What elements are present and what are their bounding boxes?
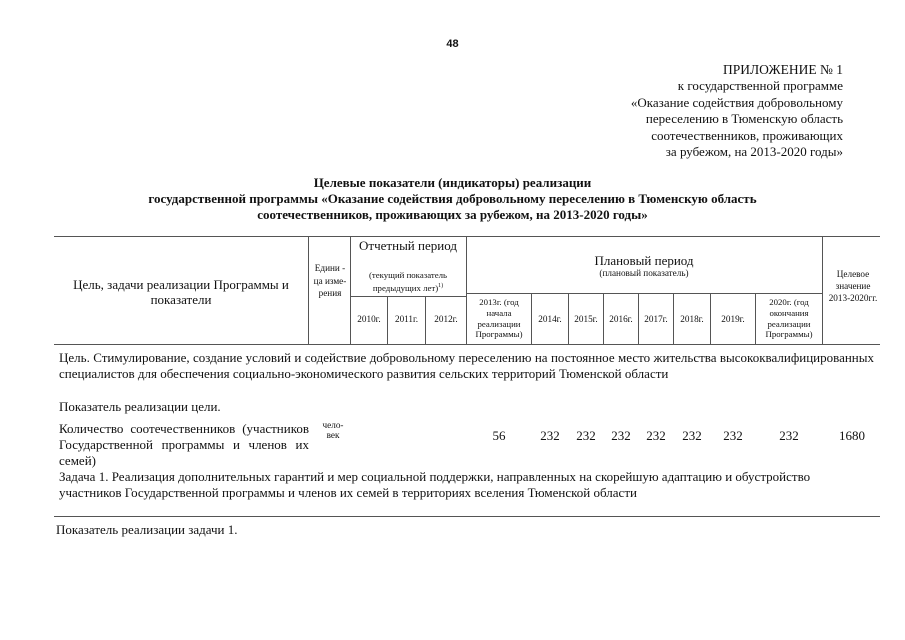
header-reporting-period: Отчетный период	[359, 238, 457, 253]
header-year-2016: 2016г.	[609, 314, 633, 324]
indicator-value-2013: 56	[492, 428, 506, 443]
appendix-line: за рубежом, на 2013-2020 годы»	[665, 144, 843, 160]
page-number: 48	[446, 38, 459, 50]
title-line: Целевые показатели (индикаторы) реализации	[313, 175, 592, 190]
indicator-value-2016: 232	[611, 428, 631, 443]
goal-indicator-label: Показатель реализации цели.	[59, 399, 221, 414]
appendix-line: «Оказание содействия добровольному	[630, 94, 843, 110]
header-planned-note: (плановый показатель)	[599, 268, 689, 278]
header-year-2019: 2019г.	[721, 314, 745, 324]
header-year-2012: 2012г.	[434, 314, 458, 324]
indicator-name: Количество соотечественников (участников Государственной программы и членов их семей)	[59, 421, 309, 469]
indicator-value-2020: 232	[779, 428, 799, 443]
header-bottom-border	[54, 344, 880, 345]
header-reporting-note: (текущий показатель предыдущих лет)$^{1)}$	[368, 270, 448, 293]
title-line: государственной программы «Оказание содействия добровольному переселению в Тюменскую область	[148, 191, 757, 206]
goal-text: Цель. Стимулирование, создание условий и содействие добровольному переселению на постоянное место жительства высококвалифицированных специалистов для обеспечения социально-экономического развития сельских территорий Тюменской области	[59, 350, 874, 382]
appendix-line: ПРИЛОЖЕНИЕ № 1	[722, 62, 843, 77]
planned-subheader-border	[466, 293, 822, 294]
reporting-subheader-border	[350, 296, 466, 297]
header-year-2017: 2017г.	[644, 314, 668, 324]
task-text: Задача 1. Реализация дополнительных гарантий и мер социальной поддержки, направленных на скорейшую адаптацию и обустройство участников Государственной программы и членов их семей в территориях вселения Тюменской области	[59, 469, 811, 501]
header-year-2020: 2020г. (год окончания реализации Программы)	[765, 297, 813, 340]
appendix-line: переселению в Тюменскую область	[645, 111, 843, 127]
header-planned-period: Плановый период	[594, 253, 694, 268]
indicator-target-value: 1680	[839, 428, 865, 443]
appendix-line: к государственной программе	[677, 78, 843, 94]
indicator-value-2015: 232	[576, 428, 596, 443]
header-year-2018: 2018г.	[680, 314, 704, 324]
indicator-value-2019: 232	[723, 428, 743, 443]
header-year-2013: 2013г. (год начала реализации Программы)	[475, 297, 523, 340]
table-bottom-border	[54, 516, 880, 517]
document-title	[0, 175, 905, 223]
header-year-2010: 2010г.	[357, 314, 381, 324]
header-year-2015: 2015г.	[574, 314, 598, 324]
appendix-header	[631, 62, 843, 160]
col-divider	[822, 236, 823, 344]
header-year-2014: 2014г.	[538, 314, 562, 324]
title-line: соотечественников, проживающих за рубежом, на 2013-2020 годы»	[257, 207, 648, 222]
appendix-line: соотечественников, проживающих	[651, 127, 843, 143]
header-unit-column: Едини - ца изме- рения	[313, 263, 347, 298]
task-indicator-label: Показатель реализации задачи 1.	[56, 522, 238, 537]
indicator-unit: чело- век	[322, 420, 344, 441]
indicator-value-2017: 232	[646, 428, 666, 443]
indicator-value-2014: 232	[540, 428, 560, 443]
col-divider	[308, 236, 309, 344]
footnote-marker: 1)	[438, 282, 444, 289]
header-goal-column: Цель, задачи реализации Программы и показатели	[73, 277, 289, 307]
table-top-border	[54, 236, 880, 237]
header-year-2011: 2011г.	[394, 314, 419, 324]
indicator-value-2018: 232	[682, 428, 702, 443]
header-target-column: Целевое значение 2013-2020гг.	[828, 269, 878, 303]
